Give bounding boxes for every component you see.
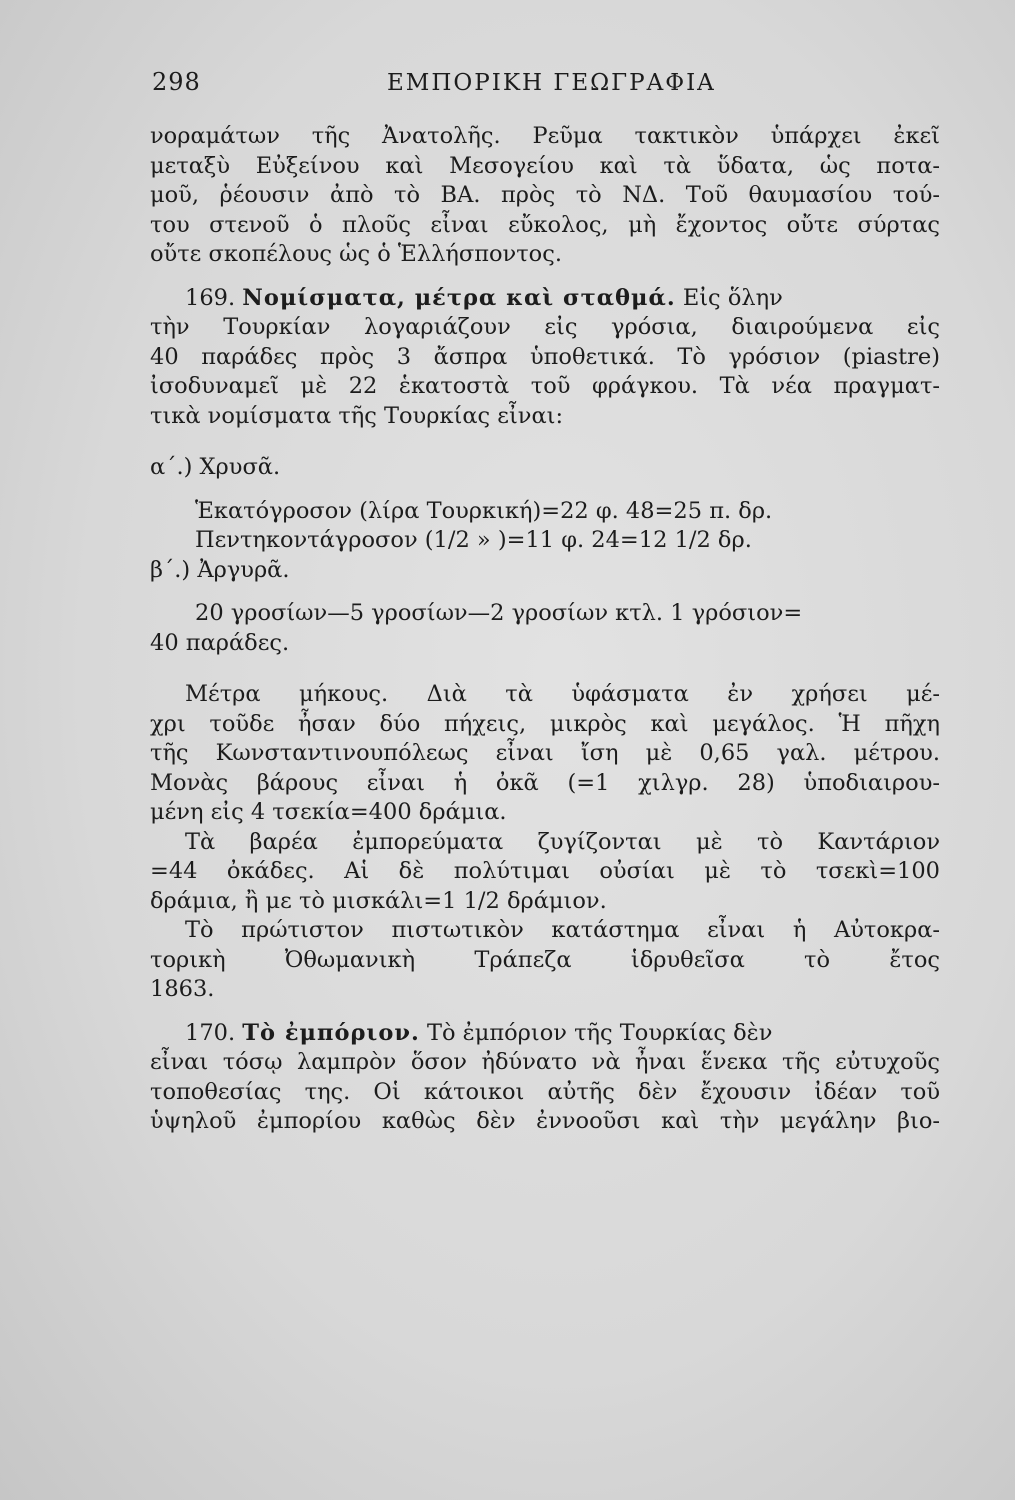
page-number: 298 [152,68,201,96]
coin-line: Πεντηκοντάγροσον (1/2 » )=11 φ. 24=12 1/2 δρ. [195,527,752,553]
text-line: μοῦ, ῥέουσιν ἀπὸ τὸ ΒΑ. πρὸς τὸ ΝΔ. Τοῦ θαυμασίου τού- [150,182,940,208]
text-line: τὴν Τουρκίαν λογαριάζουν εἰς γρόσια, διαιρούμενα εἰς [150,314,940,340]
text-line: =44 ὀκάδες. Αἱ δὲ πολύτιμαι οὐσίαι μὲ τὸ τσεκὶ=100 [150,858,940,884]
coin-line: 40 παράδες. [150,629,290,656]
silver-coins-label: β΄.) Ἀργυρᾶ. [150,556,290,583]
text-line: δράμια, ἢ με τὸ μισκάλι=1 1/2 δράμιον. [150,887,607,914]
section-169 [150,284,940,432]
text-line: μένη εἰς 4 τσεκία=400 δράμια. [150,799,507,825]
coin-line: Ἑκατόγροσον (λίρα Τουρκική)=22 φ. 48=25 π. δρ. [195,497,773,524]
section-heading-line [150,1019,940,1049]
section-heading: Νομίσματα, μέτρα καὶ σταθμά. [242,284,676,311]
text-fragment: Εἰς ὅλην [682,284,783,311]
text-line: τοποθεσίας της. Οἱ κάτοικοι αὐτῆς δὲν ἔχουσιν ἰδέαν τοῦ [150,1078,940,1105]
text-line: Μέτρα μήκους. Διὰ τὰ ὑφάσματα ἐν χρήσει μέ- [185,681,940,707]
text-line: Μονὰς βάρους εἶναι ἡ ὀκᾶ (=1 χιλγρ. 28) ὑποδιαιρου- [150,769,940,796]
paragraph-bosporus [150,122,940,270]
text-fragment: Τὸ ἐμπόριον τῆς Τουρκίας δὲν [426,1019,773,1046]
section-number: 170. [185,1019,236,1046]
bank-paragraph [150,916,940,1005]
body-text [150,122,940,1137]
text-line: του στενοῦ ὁ πλοῦς εἶναι εὔκολος, μὴ ἔχοντος οὔτε σύρτας [150,211,940,238]
text-line: 40 παράδες πρὸς 3 ἄσπρα ὑποθετικά. Τὸ γρόσιον (piastre) [150,343,940,370]
text-line: Τὰ βαρέα ἐμπορεύματα ζυγίζονται μὲ τὸ Καντάριον [185,828,940,855]
section-heading: Τὸ ἐμπόριον. [242,1019,420,1046]
heavy-goods-paragraph [150,828,940,917]
measures-paragraph [150,680,940,828]
text-line: τικὰ νομίσματα τῆς Τουρκίας εἶναι: [150,402,564,429]
section-heading-line [150,284,940,314]
running-title: ΕΜΠΟΡΙΚΗ ΓΕΩΓΡΑΦΙΑ [387,70,716,96]
text-line: 1863. [150,976,215,1002]
text-line: τῆς Κωνσταντινουπόλεως εἶναι ἴση μὲ 0,65 γαλ. μέτρου. [150,740,940,766]
text-line: ἰσοδυναμεῖ μὲ 22 ἑκατοστὰ τοῦ φράγκου. Τὰ νέα πραγματ- [150,373,940,399]
gold-coins-label: α΄.) Χρυσᾶ. [150,454,281,480]
text-line: Τὸ πρώτιστον πιστωτικὸν κατάστημα εἶναι ἡ Αὐτοκρα- [185,917,940,943]
page-header [152,68,942,108]
text-line: ὑψηλοῦ ἐμπορίου καθὼς δὲν ἐννοοῦσι καὶ τὴν μεγάλην βιο- [150,1108,940,1134]
text-line: μεταξὺ Εὐξείνου καὶ Μεσογείου καὶ τὰ ὕδατα, ὡς ποτα- [150,152,940,179]
text-line: τορικὴ Ὀθωμανικὴ Τράπεζα ἱδρυθεῖσα τὸ ἔτος [150,946,940,973]
text-line: χρι τοῦδε ἦσαν δύο πήχεις, μικρὸς καὶ μεγάλος. Ἡ πῆχη [150,710,940,737]
text-line: εἶναι τόσῳ λαμπρὸν ὅσον ἠδύνατο νὰ ἦναι ἕνεκα τῆς εὐτυχοῦς [150,1049,940,1075]
section-number: 169. [185,284,236,311]
text-line: νοραμάτων τῆς Ἀνατολῆς. Ρεῦμα τακτικὸν ὑπάρχει ἐκεῖ [150,123,940,149]
text-line: οὔτε σκοπέλους ὡς ὁ Ἑλλήσποντος. [150,241,562,267]
coin-line: 20 γροσίων—5 γροσίων—2 γροσίων κτλ. 1 γρόσιον= [195,600,803,626]
section-170 [150,1019,940,1137]
coins-list [150,453,940,658]
